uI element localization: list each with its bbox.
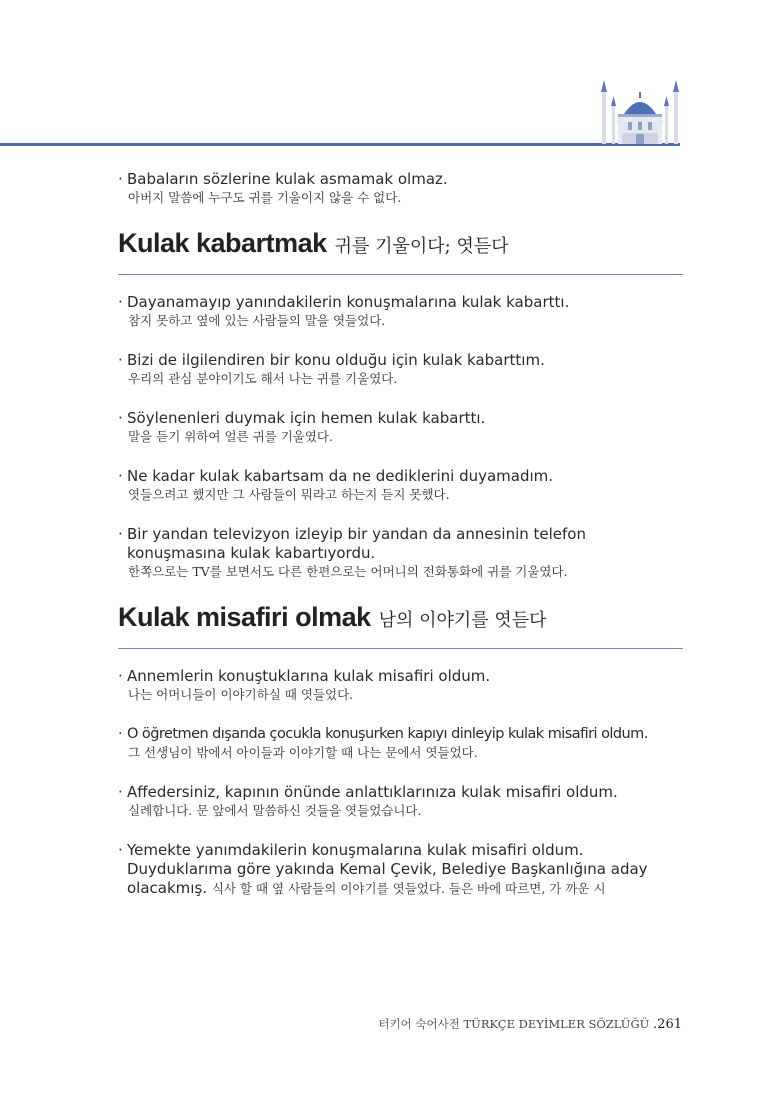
example-entry — [118, 841, 683, 898]
idiom-meaning: 남의 이야기를 엿듣다 — [378, 610, 547, 631]
example-entry — [118, 783, 683, 819]
section-divider — [118, 274, 683, 275]
korean-translation: 한쪽으로는 TV를 보면서도 다른 한편으로는 어머니의 전화통화에 귀를 기울였다. — [128, 564, 568, 579]
turkish-sentence: · Bizi de ilgilendiren bir konu olduğu için kulak kabarttım. — [118, 351, 683, 370]
turkish-sentence: · O öğretmen dışarıda çocukla konuşurken kapıyı dinleyip kulak misafiri oldum. — [118, 725, 683, 744]
korean-translation: 실례합니다. 문 앞에서 말씀하신 것들을 엿들었습니다. — [128, 803, 422, 818]
example-entry — [118, 170, 683, 206]
main-content — [118, 170, 683, 920]
book-title: 터키어 숙어사전 TÜRKÇE DEYİMLER SÖZLÜĞÜ — [378, 1017, 650, 1031]
turkish-sentence: · Babaların sözlerine kulak asmamak olmaz. — [118, 170, 683, 189]
korean-translation: 참지 못하고 옆에 있는 사람들의 말을 엿들었다. — [128, 313, 386, 328]
header-rule — [0, 143, 680, 146]
example-entry — [118, 725, 683, 761]
page-number: .261 — [653, 1017, 682, 1032]
turkish-sentence: · Söylenenleri duymak için hemen kulak kabarttı. — [118, 409, 683, 428]
mosque-icon — [598, 78, 682, 144]
idiom-heading — [118, 228, 683, 274]
example-entry — [118, 467, 683, 503]
korean-translation: 우리의 관심 분야이기도 해서 나는 귀를 기울였다. — [128, 371, 398, 386]
idiom-title: Kulak misafiri olmak — [118, 602, 371, 632]
example-entry — [118, 525, 683, 580]
korean-translation: 나는 어머니들이 이야기하실 때 엿들었다. — [128, 687, 354, 702]
turkish-sentence: · Bir yandan televizyon izleyip bir yandan da annesinin telefon konuşmasına kulak kabartıyordu. — [118, 525, 683, 563]
idiom-meaning: 귀를 기울이다; 엿듣다 — [334, 236, 509, 257]
example-entry — [118, 409, 683, 445]
section-divider — [118, 648, 683, 649]
korean-translation: 식사 할 때 옆 사람들의 이야기를 엿들었다. 들은 바에 따르면, 가 까운 시 — [211, 881, 606, 896]
page-footer — [378, 1016, 682, 1032]
idiom-section-kulak-misafiri-olmak — [118, 602, 683, 898]
turkish-sentence: · Annemlerin konuştuklarına kulak misafiri oldum. — [118, 667, 683, 686]
example-entry — [118, 293, 683, 329]
korean-translation: 아버지 말씀에 누구도 귀를 기울이지 않을 수 없다. — [128, 190, 402, 205]
turkish-sentence-with-translation — [118, 841, 683, 898]
example-entry — [118, 667, 683, 703]
example-entry — [118, 351, 683, 387]
idiom-title: Kulak kabartmak — [118, 228, 327, 258]
korean-translation: 말을 듣기 위하여 얼른 귀를 기울였다. — [128, 429, 333, 444]
turkish-sentence: Yemekte yanımdakilerin konuşmalarına kulak misafiri oldum. Duyduklarıma göre yakında Kemal Çevik, Belediye Başkanlığına aday olacakmış. — [127, 841, 648, 897]
turkish-sentence: · Affedersiniz, kapının önünde anlattıklarınıza kulak misafiri oldum. — [118, 783, 683, 802]
turkish-sentence: · Dayanamayıp yanındakilerin konuşmalarına kulak kabarttı. — [118, 293, 683, 312]
idiom-heading — [118, 602, 683, 648]
korean-translation: 그 선생님이 밖에서 아이들과 이야기할 때 나는 문에서 엿들었다. — [128, 745, 478, 760]
idiom-section-kulak-kabartmak — [118, 228, 683, 580]
korean-translation: 엿들으려고 했지만 그 사람들이 뭐라고 하는지 듣지 못했다. — [128, 487, 450, 502]
turkish-sentence: · Ne kadar kulak kabartsam da ne dediklerini duyamadım. — [118, 467, 683, 486]
